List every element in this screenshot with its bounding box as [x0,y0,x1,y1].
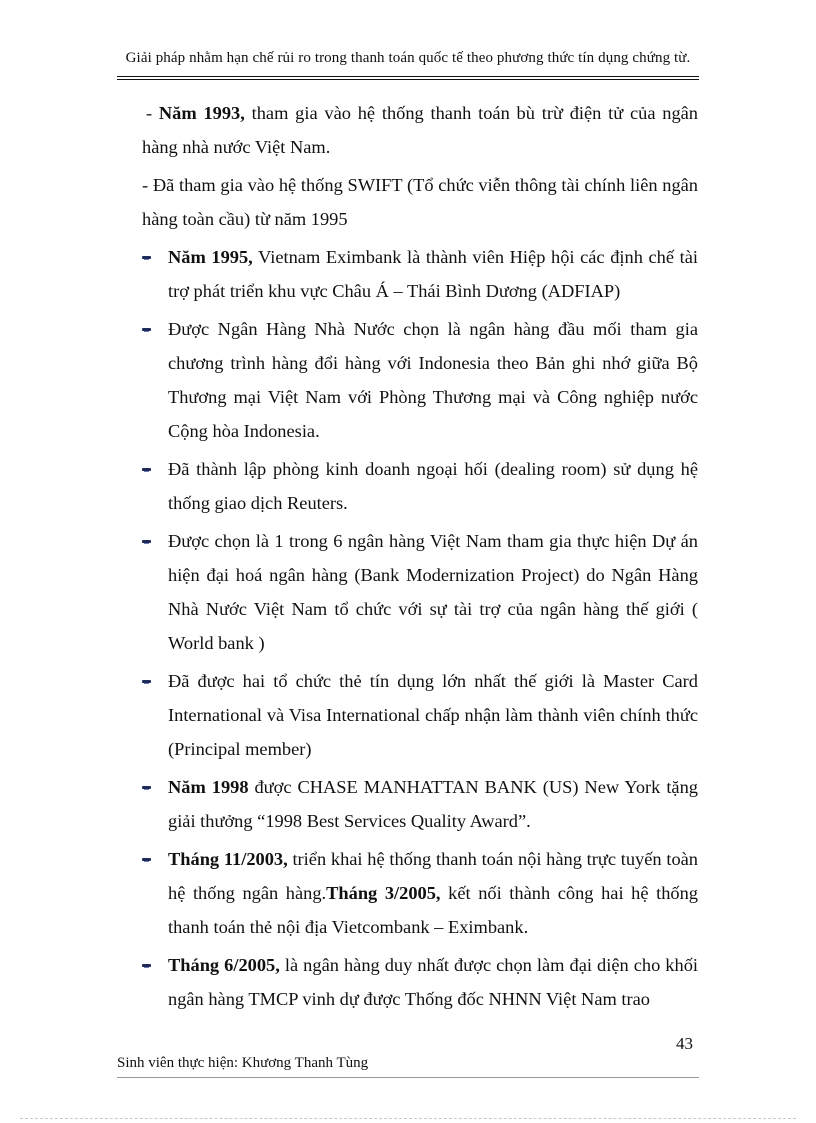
paragraph-text: tham gia vào hệ thống thanh toán bù trừ điện tử của ngân hàng nhà nước Việt Nam. [142,103,698,157]
paragraph-text: Đã tham gia vào hệ thống SWIFT (Tổ chức viễn thông tài chính liên ngân hàng toàn cầu) từ năm 1995 [142,175,698,229]
item-bold: Tháng 6/2005, [168,955,280,975]
item-text: Vietnam Eximbank là thành viên Hiệp hội các định chế tài trợ phát triển khu vực Châu Á – Thái Bình Dương (ADFIAP) [168,247,698,301]
paragraph-swift [142,168,698,236]
item-text-second: kết nối thành công hai hệ thống thanh toán thẻ nội địa Vietcombank – Eximbank. [168,883,699,937]
header-rule-top [117,76,699,77]
dash-bullet-icon [142,680,151,683]
item-text: Đã được hai tổ chức thẻ tín dụng lớn nhất thế giới là Master Card International và Visa International chấp nhận làm thành viên chính thức (Principal member) [168,671,698,759]
running-header: Giải pháp nhằm hạn chế rủi ro trong thanh toán quốc tế theo phương thức tín dụng chứng từ. [125,50,691,66]
dash-bullet-icon [142,964,151,967]
page-bottom-border [20,1118,796,1119]
dash-bullet-icon [142,786,151,789]
item-bold-second: Tháng 3/2005, [326,883,441,903]
dash-bullet-icon [142,468,151,471]
item-text: triển khai hệ thống thanh toán nội hàng trực tuyến toàn hệ thống ngân hàng. [168,849,699,903]
paragraph-prefix: - [146,103,159,123]
item-text: Được chọn là 1 trong 6 ngân hàng Việt Nam tham gia thực hiện Dự án hiện đại hoá ngân hàng (Bank Modernization Project) do Ngân Hàng Nhà Nước Việt Nam tổ chức với sự tài trợ của ngân hàng thế giới ( World bank ) [168,531,698,653]
list-item [142,524,698,660]
item-text: được CHASE MANHATTAN BANK (US) New York tặng giải thưởng “1998 Best Services Quality Award”. [168,777,698,831]
dash-bullet-icon [142,540,151,543]
achievements-list [142,240,698,1016]
paragraph-bold: Năm 1993, [158,103,245,123]
item-bold: Tháng 11/2003, [168,849,288,869]
list-item [142,770,698,838]
header-rule-bottom [117,79,699,80]
footer-author: Sinh viên thực hiện: Khương Thanh Tùng [117,1055,369,1071]
item-text: là ngân hàng duy nhất được chọn làm đại diện cho khối ngân hàng TMCP vinh dự được Thống đốc NHNN Việt Nam trao [168,955,698,1009]
item-text: Được Ngân Hàng Nhà Nước chọn là ngân hàng đầu mối tham gia chương trình hàng đổi hàng với Indonesia theo Bản ghi nhớ giữa Bộ Thương mại Việt Nam với Phòng Thương mại và Công nghiệp nước Cộng hòa Indonesia. [168,319,698,441]
item-bold: Năm 1995, [168,247,253,267]
item-bold: Năm 1998 [168,777,249,797]
footer-rule [117,1077,699,1078]
list-item [142,948,698,1016]
list-item [142,312,698,448]
dash-bullet-icon [142,256,151,259]
page-number: 43 [676,1034,693,1053]
item-text: Đã thành lập phòng kinh doanh ngoại hối (dealing room) sử dụng hệ thống giao dịch Reuters. [168,459,698,513]
dash-bullet-icon [142,328,151,331]
list-item [142,452,698,520]
page-body [142,96,698,1020]
paragraph-prefix: - [142,175,153,195]
list-item [142,842,698,944]
paragraph-1993 [142,96,698,164]
list-item [142,664,698,766]
list-item [142,240,698,308]
dash-bullet-icon [142,858,151,861]
